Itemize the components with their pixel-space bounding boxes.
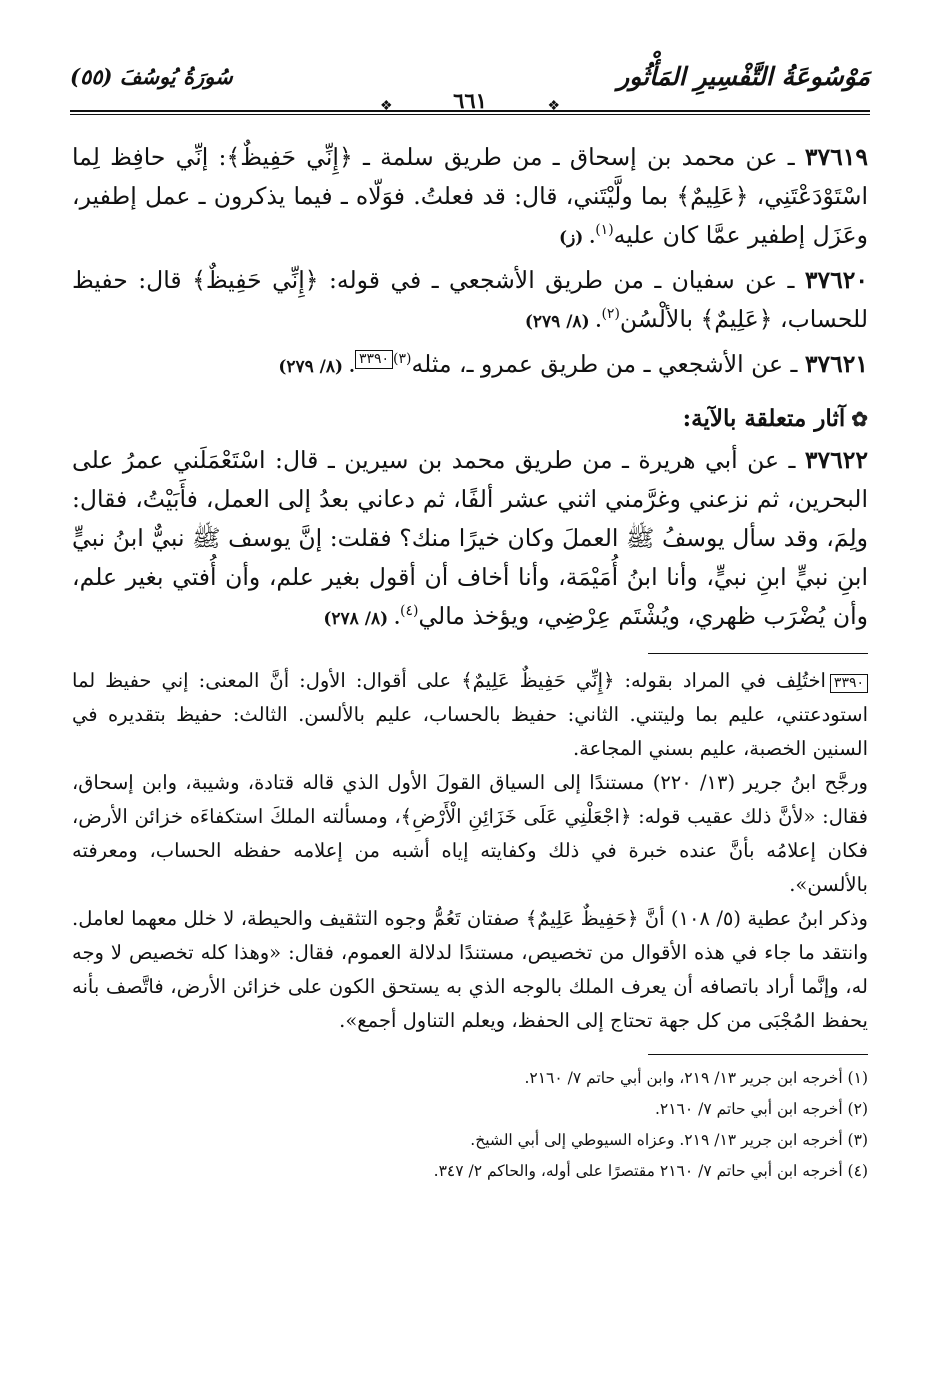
- entry-reference: . (٨/ ٢٧٨): [323, 609, 400, 629]
- commentary-box-label: ٣٣٩٠: [830, 674, 868, 693]
- entry-number: ٣٧٦١٩: [804, 143, 868, 171]
- entry-text: ـ عن أبي هريرة ـ من طريق محمد بن سيرين ـ قال: اسْتَعْمَلَني عمرُ على البحرين، ثم نزعني وغرَّمني اثني عشر ألفًا، ثم دعاني بعدُ إلى العمل، فأَبَيْتُ، فقال: ولِمَ، وقد سأل يوسفُ ﷺ العملَ وكان خيرًا منك؟ فقلت: إنَّ يوسف ﷺ نبيٌّ ابنُ نبيٍّ ابنِ نبيٍّ ابنِ نبيٍّ، وأنا ابنُ أُمَيْمَة، وأنا أخاف أن أقول بغير علم، وأن أُفتي بغير علم، وأن يُضْرَب ظهري، ويُشْتَم عِرْضِي، ويؤخذ مالي: [72, 446, 868, 630]
- footnote: (٤) أخرجه ابن أبي حاتم ٧/ ٢١٦٠ مقتصرًا على أوله، والحاكم ٢/ ٣٤٧.: [433, 1162, 868, 1180]
- entry-37622: [72, 441, 868, 639]
- entry-reference: . (٨/ ٢٧٩): [524, 312, 602, 332]
- entry-number: ٣٧٦٢١: [804, 350, 868, 378]
- footnote: (٣) أخرجه ابن جرير ١٣/ ٢١٩. وعزاه السيوطي إلى أبي الشيخ.: [470, 1131, 868, 1149]
- footnote-marker[interactable]: (٢): [601, 306, 620, 323]
- entry-number: ٣٧٦٢٢: [804, 446, 868, 474]
- main-text: [72, 138, 868, 1187]
- section-heading-text: آثار متعلقة بالآية:: [682, 405, 846, 432]
- entry-37619: [72, 138, 868, 258]
- footnote: (٢) أخرجه ابن أبي حاتم ٧/ ٢١٦٠.: [654, 1100, 868, 1118]
- footnote-separator: [648, 1054, 868, 1055]
- entry-number: ٣٧٦٢٠: [804, 266, 868, 294]
- entry-reference: . (ز): [559, 228, 596, 248]
- commentary-paragraph: ورجَّح ابنُ جرير (١٣/ ٢٢٠) مستندًا إلى السياق القولَ الأول الذي قاله قتادة، وشيبة، وابن إسحاق، فقال: «لأنَّ ذلك عقيب قوله: ﴿اجْعَلْنِي عَلَى خَزَائِنِ الْأَرْضِ﴾، ومسألته الملكَ استكفاءَه خزائن الأرض، فكان إعلامُه بأنَّ عنده خبرة في ذلك وكفايته إياه أشبه من إعلامه حفظه الحساب، ومعرفته بالألسن».: [72, 771, 868, 896]
- entry-reference: . (٨/ ٢٧٩): [278, 357, 355, 377]
- commentary-separator: [648, 653, 868, 654]
- flower-ornament-icon: ✿: [851, 407, 868, 431]
- entry-37621: [72, 345, 868, 387]
- ornament-icon: ❖: [380, 98, 393, 114]
- entry-text: ـ عن الأشجعي ـ من طريق عمرو ـ، مثله: [411, 350, 798, 378]
- page-number: ٦٦١: [453, 88, 487, 113]
- entry-text: ـ عن محمد بن إسحاق ـ من طريق سلمة ـ ﴿إِنِّي حَفِيظٌ﴾: إنِّي حافِظ لِما اسْتَوْدَعْتَنِي، ﴿عَلِيمٌ﴾ بما ولَّيْتَني، قال: قد فعلتُ. فوَلّاه ـ فيما يذكرون ـ عمل إطفير، وعَزَل إطفير عمَّا كان عليه: [72, 143, 868, 249]
- commentary-box-ref[interactable]: ٣٣٩٠: [355, 350, 393, 369]
- header-rule: [70, 114, 870, 115]
- commentary-notes: [72, 664, 868, 1038]
- footnote-marker[interactable]: (٣): [393, 351, 412, 368]
- entry-37620: [72, 261, 868, 342]
- running-header: [70, 58, 870, 118]
- footnote-marker[interactable]: (٤): [400, 603, 419, 620]
- footnotes: [72, 1063, 868, 1187]
- section-heading: [72, 399, 868, 439]
- book-title: مَوْسُوعَةُ التَّفْسِيرِ المَأْثُور: [617, 62, 870, 91]
- footnote-marker[interactable]: (١): [595, 222, 614, 239]
- commentary-text: اختُلِف في المراد بقوله: ﴿إِنِّي حَفِيظٌ عَلِيمٌ﴾ على أقوال: الأول: أنَّ المعنى: إني حفيظ لما استودعتني، عليم بما وليتني. الثاني: حفيظ بالحساب، عليم بالألسن. الثالث: حفيظ بتقديره في السنين الخصبة، عليم بسني المجاعة.: [72, 669, 868, 760]
- surah-title: سُورَةُ يُوسُفَ (٥٥): [70, 64, 233, 89]
- entry-text: ـ عن سفيان ـ من طريق الأشجعي ـ في قوله: ﴿إِنِّي حَفِيظٌ﴾ قال: حفيظ للحساب، ﴿عَلِيمٌ﴾ بالألْسُن: [72, 266, 868, 333]
- commentary-paragraph: وذكر ابنُ عطية (٥/ ١٠٨) أنَّ ﴿حَفِيظٌ عَلِيمٌ﴾ صفتان تَعُمُّ وجوه التثقيف والحيطة، لا خلل معهما لعامل. وانتقد ما جاء في هذه الأقوال من تخصيص، مستندًا لدلالة العموم، فقال: «وهذا كله تخصيص لا وجه له، وإنَّما أراد باتصافه أن يعرف الملك بالوجه الذي به يستحق الكون على خزائن الأرض، فاتَّصف بأنه يحفظ المُجْبَى من كل جهة تحتاج إلى الحفظ، ويعلم التناول أجمع».: [72, 907, 868, 1032]
- ornament-icon: ❖: [547, 98, 560, 114]
- header-rule: [70, 110, 870, 112]
- footnote: (١) أخرجه ابن جرير ١٣/ ٢١٩، وابن أبي حاتم ٧/ ٢١٦٠.: [524, 1069, 868, 1087]
- commentary-paragraph: [72, 664, 868, 766]
